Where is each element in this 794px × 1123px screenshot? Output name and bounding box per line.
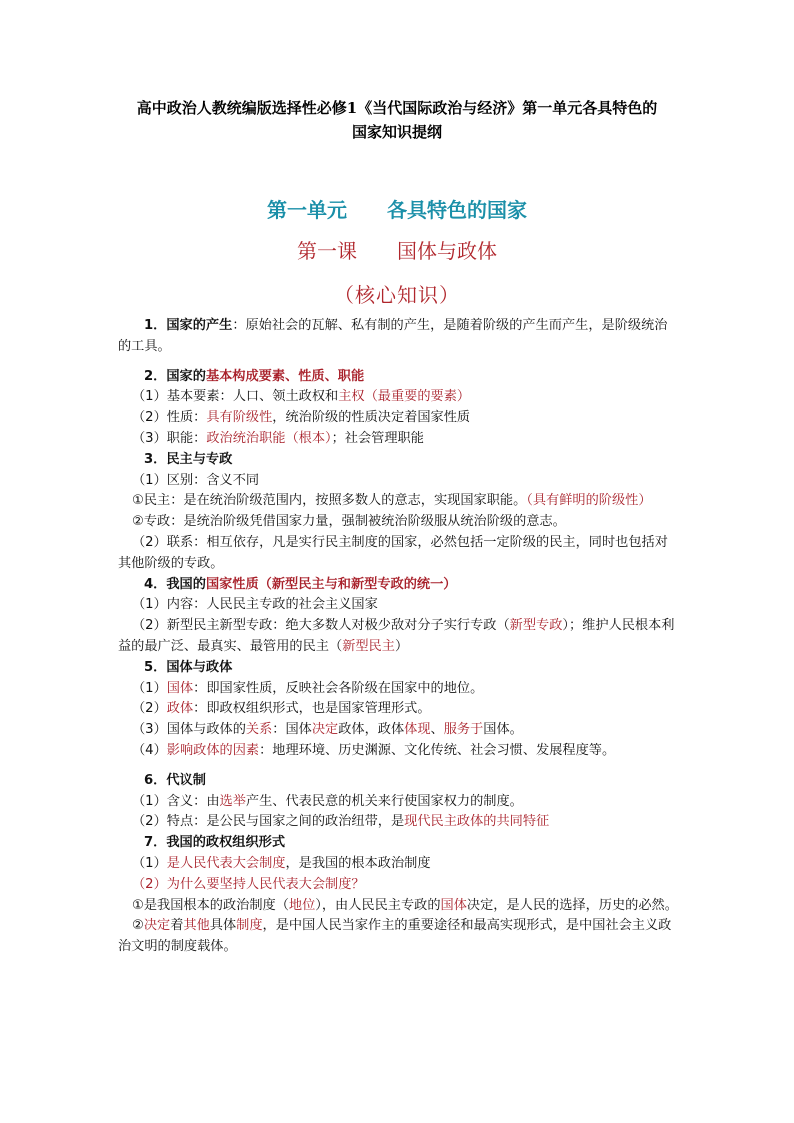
section-3-line-1: （1）区别：含义不同: [132, 472, 260, 488]
highlight-text: 新型专政: [509, 618, 563, 634]
section-1: [118, 316, 678, 358]
text-run: ；社会管理职能: [331, 430, 424, 446]
text-run: ①民主：是在统治阶级范围内，按照多数人的意志，实现国家职能。: [132, 493, 527, 509]
highlight-text: 影响政体的因素: [166, 742, 260, 758]
section-3-line-3: ②专政：是统治阶级凭借国家力量，强制被统治阶级服从统治阶级的意志。: [132, 514, 566, 530]
section-5-line-4: [118, 741, 678, 762]
text-run: （1）基本要素：人口、领土政权和: [132, 389, 339, 405]
highlight-text: 具有阶级性: [206, 410, 273, 426]
section-7-line-2: （2）为什么要坚持人民代表大会制度？: [132, 876, 365, 892]
section-2-heading: [118, 367, 678, 388]
section-2-line-2: [118, 408, 678, 429]
unit-title: 第一单元 各具特色的国家: [267, 198, 527, 222]
section-2-heading-prefix: 2．国家的: [144, 368, 206, 384]
text-run: 决定，是人民的选择，历史的必然。: [466, 897, 678, 913]
document-title-line-2: 国家知识提纲: [351, 123, 442, 141]
highlight-text: 其他: [183, 918, 210, 934]
section-2-heading-highlight: 基本构成要素、性质、职能: [205, 368, 365, 384]
section-1-heading: 1．国家的产生: [144, 318, 233, 333]
text-run: （3）职能：: [132, 430, 207, 446]
text-run: ，是我国的根本政治制度: [285, 855, 431, 871]
section-2-line-1: [118, 387, 678, 408]
section-5-heading: 5．国体与政体: [144, 659, 233, 675]
highlight-text: 政体: [166, 701, 194, 717]
section-3-line-4: （2）联系：相互依存，凡是实行民主制度的国家，必然包括一定阶级的民主，同时也包括对其他阶级的专政。: [118, 534, 668, 571]
text-run: ：即国家性质，反映社会各阶级在国家中的地位。: [193, 680, 484, 696]
outline-content: [118, 316, 678, 958]
highlight-text: 制度: [236, 918, 263, 934]
text-run: （2）: [132, 701, 167, 717]
highlight-text: 服务于: [443, 722, 484, 738]
text-run: 国体。: [483, 722, 523, 738]
text-run: （1）: [132, 855, 167, 871]
document-title-line-1: 高中政治人教统编版选择性必修1《当代国际政治与经济》第一单元各具特色的: [136, 99, 658, 117]
highlight-text: 是人民代表大会制度: [166, 855, 286, 871]
highlight-text: 主权（最重要的要素）: [338, 389, 471, 405]
text-run: （1）: [132, 680, 167, 696]
text-run: ）: [394, 638, 409, 654]
highlight-text: （具有鲜明的阶级性）: [526, 493, 652, 509]
section-6-line-1: [118, 792, 678, 813]
text-run: ②: [132, 918, 144, 934]
text-run: 着: [170, 918, 184, 934]
text-run: （2）性质：: [132, 410, 207, 426]
section-6-line-2: [118, 812, 678, 833]
document-title: [110, 96, 684, 144]
section-4-line-1: （1）内容：人民民主专政的社会主义国家: [132, 597, 378, 613]
section-2-line-3: [118, 429, 678, 450]
text-run: 政体，政体: [338, 722, 405, 738]
text-run: ：即政权组织形式，也是国家管理形式。: [193, 701, 431, 717]
section-7-line-4: [118, 916, 678, 958]
section-3-line-2: [118, 491, 678, 512]
text-run: 、: [430, 722, 444, 738]
highlight-text: 关系: [245, 722, 273, 738]
section-6-heading: 6．代议制: [144, 772, 206, 788]
text-run: ）；维护人民根本利益的最广泛、最真实、最管用的民主（: [118, 618, 675, 654]
text-run: （4）: [132, 742, 167, 758]
text-run: ，是中国人民当家作主的重要途径和最高实现形式，是中国社会主义政治文明的制度载体。: [118, 918, 672, 955]
highlight-text: 决定: [143, 918, 171, 934]
text-run: （3）国体与政体的: [132, 722, 246, 738]
highlight-text: 新型民主: [342, 638, 395, 654]
highlight-text: 国体: [440, 897, 467, 913]
section-7-heading: 7．我国的政权组织形式: [144, 835, 286, 851]
highlight-text: 地位: [288, 897, 316, 913]
text-run: （2）特点：是公民与国家之间的政治纽带，是: [132, 814, 405, 830]
section-7-line-3: [118, 896, 678, 917]
text-run: ），由人民民主专政的: [315, 897, 441, 913]
section-1-text: ：原始社会的瓦解、私有制的产生，是随着阶级的产生而产生，是阶级统治的工具。: [118, 318, 668, 354]
lesson-title: 第一课 国体与政体: [297, 239, 497, 263]
text-run: ：地理环境、历史渊源、文化传统、社会习惯、发展程度等。: [259, 742, 616, 758]
highlight-text: 选举: [219, 793, 246, 809]
section-5-line-3: [118, 720, 678, 741]
core-knowledge-title: （核心知识）: [334, 283, 460, 307]
section-4-line-2: [118, 616, 678, 658]
text-run: （2）新型民主新型专政：绝大多数人对极少敌对分子实行专政（: [132, 618, 510, 634]
text-run: ①是我国根本的政治制度（: [132, 897, 289, 913]
highlight-text: 决定: [311, 722, 339, 738]
text-run: 具体: [209, 918, 237, 934]
text-run: ：国体: [272, 722, 312, 738]
text-run: （1）含义：由: [132, 793, 220, 809]
section-5-line-2: [118, 699, 678, 720]
text-run: ，统治阶级的性质决定着国家性质: [272, 410, 471, 426]
highlight-text: 国体: [166, 680, 194, 696]
highlight-text: 现代民主政体的共同特征: [404, 814, 550, 830]
section-4-heading: [118, 575, 678, 596]
highlight-text: 政治统治职能（根本）: [206, 430, 332, 446]
section-5-line-1: [118, 679, 678, 700]
highlight-text: 体现: [404, 722, 431, 738]
text-run: 产生、代表民意的机关来行使国家权力的制度。: [245, 793, 523, 809]
section-4-heading-highlight: 国家性质（新型民主与和新型专政的统一）: [205, 576, 457, 592]
section-3-heading: 3．民主与专政: [144, 451, 233, 467]
section-4-heading-prefix: 4．我国的: [144, 576, 206, 592]
section-7-line-1: [118, 854, 678, 875]
